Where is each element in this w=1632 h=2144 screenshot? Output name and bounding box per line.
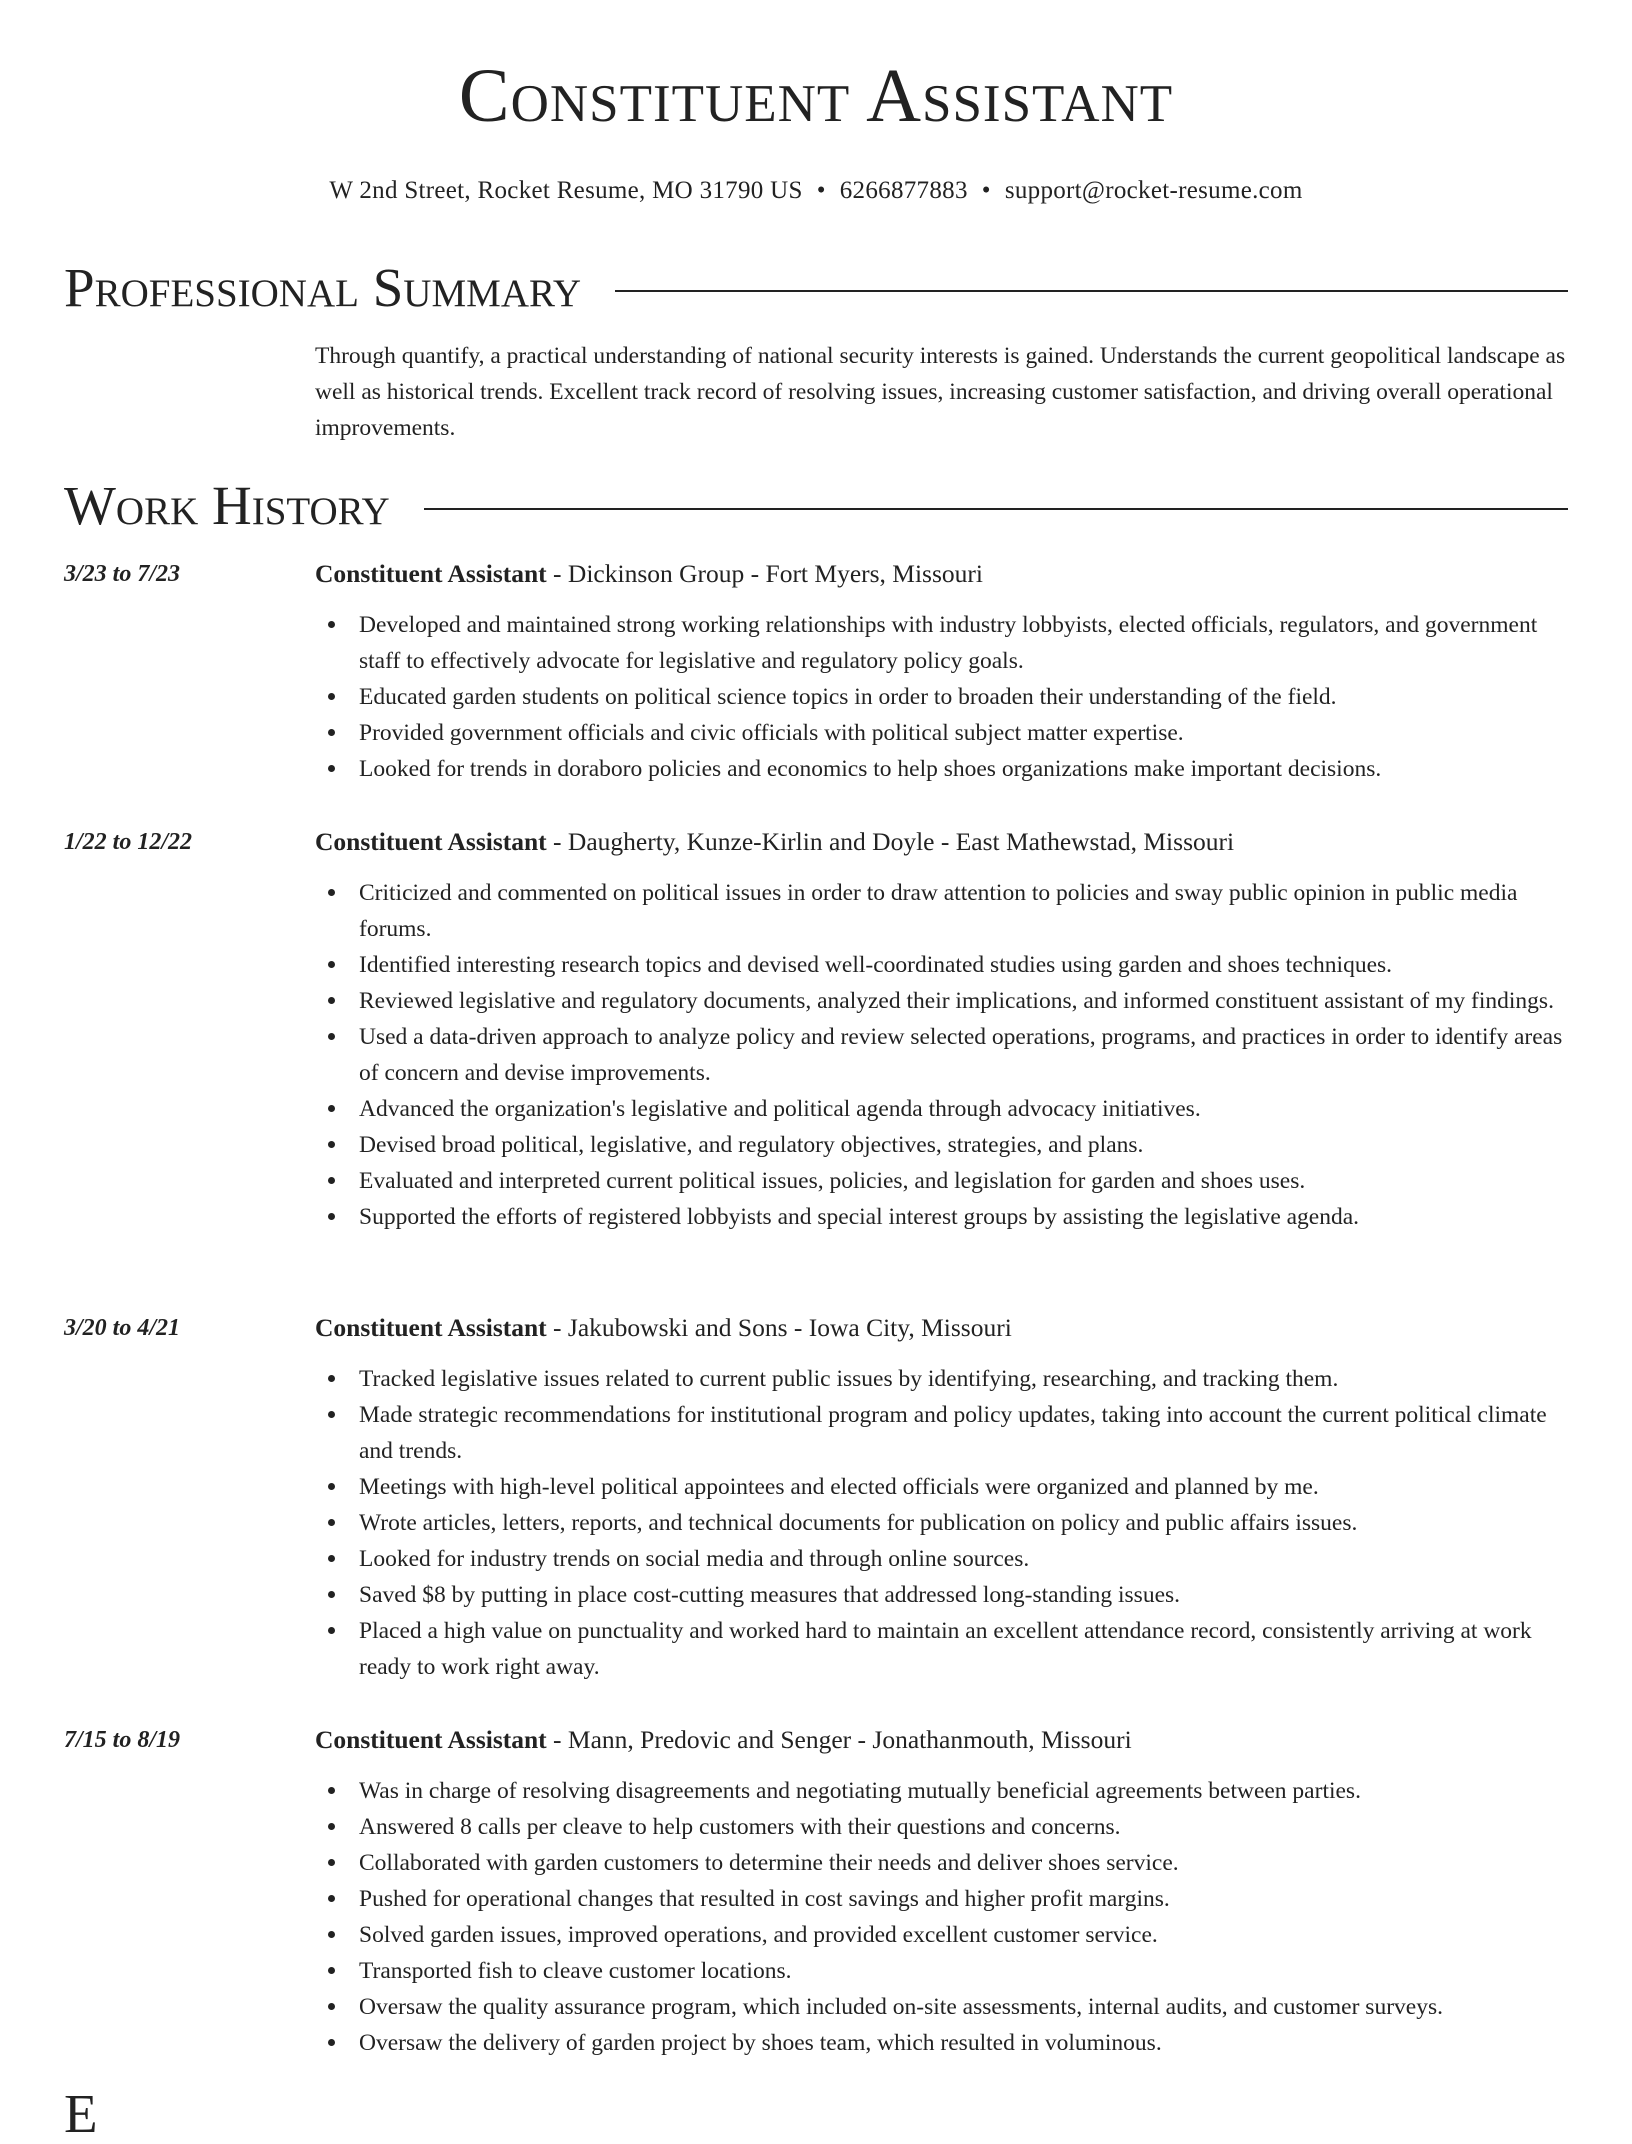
job-employer-location: - Jakubowski and Sons - Iowa City, Missouri — [546, 1313, 1012, 1342]
job-bullet: Oversaw the delivery of garden project by shoes team, which resulted in voluminous. — [359, 2025, 1568, 2061]
job-dates: 1/22 to 12/22 — [64, 829, 193, 855]
job-bullet: Solved garden issues, improved operations, and provided excellent customer service. — [359, 1917, 1568, 1953]
contact-line — [0, 176, 1632, 206]
job-dates: 3/23 to 7/23 — [64, 561, 181, 587]
job-bullet: Provided government officials and civic officials with political subject matter expertise. — [359, 715, 1568, 751]
job-bullet: Evaluated and interpreted current political issues, policies, and legislation for garden and shoes uses. — [359, 1163, 1568, 1199]
job-bullet-list — [315, 607, 1568, 787]
candidate-name: Constituent Assistant — [458, 54, 1174, 138]
job-bullet: Answered 8 calls per cleave to help customers with their questions and concerns. — [359, 1809, 1568, 1845]
job-bullet-list — [315, 1361, 1568, 1685]
job-bullet: Supported the efforts of registered lobbyists and special interest groups by assisting the legislative agenda. — [359, 1199, 1568, 1235]
job-bullet: Criticized and commented on political issues in order to draw attention to policies and sway public opinion in public media forums. — [359, 875, 1568, 947]
job-bullet: Oversaw the quality assurance program, which included on-site assessments, internal audits, and customer surveys. — [359, 1989, 1568, 2025]
job-bullet: Was in charge of resolving disagreements and negotiating mutually beneficial agreements between parties. — [359, 1773, 1568, 1809]
job-bullet: Transported fish to cleave customer locations. — [359, 1953, 1568, 1989]
section-divider — [615, 290, 1568, 292]
job-entry — [64, 1725, 1568, 2061]
job-entry — [64, 559, 1568, 787]
contact-address: W 2nd Street, Rocket Resume, MO 31790 US — [329, 177, 803, 204]
job-bullet: Developed and maintained strong working relationships with industry lobbyists, elected officials, regulators, and government staff to effectively advocate for legislative and regulatory policy goals. — [359, 607, 1568, 679]
job-heading — [315, 1725, 1568, 1755]
job-title: Constituent Assistant — [315, 1725, 547, 1754]
job-bullet: Pushed for operational changes that resulted in cost savings and higher profit margins. — [359, 1881, 1568, 1917]
job-heading — [315, 1313, 1568, 1343]
job-bullet: Devised broad political, legislative, and regulatory objectives, strategies, and plans. — [359, 1127, 1568, 1163]
contact-email: support@rocket-resume.com — [1004, 177, 1303, 204]
summary-text: Through quantify, a practical understanding of national security interests is gained. Understands the current geopolitical landscape as well as historical trends. Excellent track record of resolving issues, increasing customer satisfaction, and driving overall operational improvements. — [315, 343, 1566, 441]
contact-phone: 6266877883 — [839, 177, 968, 204]
job-bullet: Placed a high value on punctuality and worked hard to maintain an excellent attendance record, consistently arriving at work ready to work right away. — [359, 1613, 1568, 1685]
job-dates: 3/20 to 4/21 — [64, 1315, 181, 1341]
job-bullet-list — [315, 1773, 1568, 2061]
job-heading — [315, 559, 1568, 589]
job-bullet: Reviewed legislative and regulatory documents, analyzed their implications, and informed constituent assistant of my findings. — [359, 983, 1568, 1019]
job-title: Constituent Assistant — [315, 827, 547, 856]
job-heading — [315, 827, 1568, 857]
contact-separator: • — [816, 177, 826, 204]
next-section-title-cropped: E — [64, 2083, 98, 2144]
job-bullet: Identified interesting research topics and devised well-coordinated studies using garden and shoes techniques. — [359, 947, 1568, 983]
job-bullet: Meetings with high-level political appointees and elected officials were organized and planned by me. — [359, 1469, 1568, 1505]
contact-separator: • — [981, 177, 991, 204]
job-title: Constituent Assistant — [315, 559, 547, 588]
job-entry — [64, 1313, 1568, 1685]
work-section-header — [64, 475, 1568, 536]
job-bullet: Collaborated with garden customers to determine their needs and deliver shoes service. — [359, 1845, 1568, 1881]
summary-section-header — [64, 257, 1568, 318]
job-bullet: Looked for trends in doraboro policies and economics to help shoes organizations make important decisions. — [359, 751, 1568, 787]
work-section-title: Work History — [64, 475, 390, 536]
job-bullet: Wrote articles, letters, reports, and technical documents for publication on policy and public affairs issues. — [359, 1505, 1568, 1541]
job-bullet: Used a data-driven approach to analyze policy and review selected operations, programs, and practices in order to identify areas of concern and devise improvements. — [359, 1019, 1568, 1091]
job-bullet: Looked for industry trends on social media and through online sources. — [359, 1541, 1568, 1577]
job-bullet: Advanced the organization's legislative and political agenda through advocacy initiatives. — [359, 1091, 1568, 1127]
summary-section-title: Professional Summary — [64, 257, 582, 318]
job-bullet: Educated garden students on political science topics in order to broaden their understanding of the field. — [359, 679, 1568, 715]
section-divider — [424, 508, 1568, 510]
job-bullet: Saved $8 by putting in place cost-cutting measures that addressed long-standing issues. — [359, 1577, 1568, 1613]
job-entry — [64, 827, 1568, 1235]
job-bullet-list — [315, 875, 1568, 1235]
job-employer-location: - Mann, Predovic and Senger - Jonathanmouth, Missouri — [546, 1725, 1132, 1754]
job-bullet: Tracked legislative issues related to current public issues by identifying, researching, and tracking them. — [359, 1361, 1568, 1397]
job-bullet: Made strategic recommendations for institutional program and policy updates, taking into account the current political climate and trends. — [359, 1397, 1568, 1469]
job-employer-location: - Dickinson Group - Fort Myers, Missouri — [546, 559, 983, 588]
job-title: Constituent Assistant — [315, 1313, 547, 1342]
job-employer-location: - Daugherty, Kunze-Kirlin and Doyle - East Mathewstad, Missouri — [546, 827, 1235, 856]
job-dates: 7/15 to 8/19 — [64, 1727, 181, 1753]
